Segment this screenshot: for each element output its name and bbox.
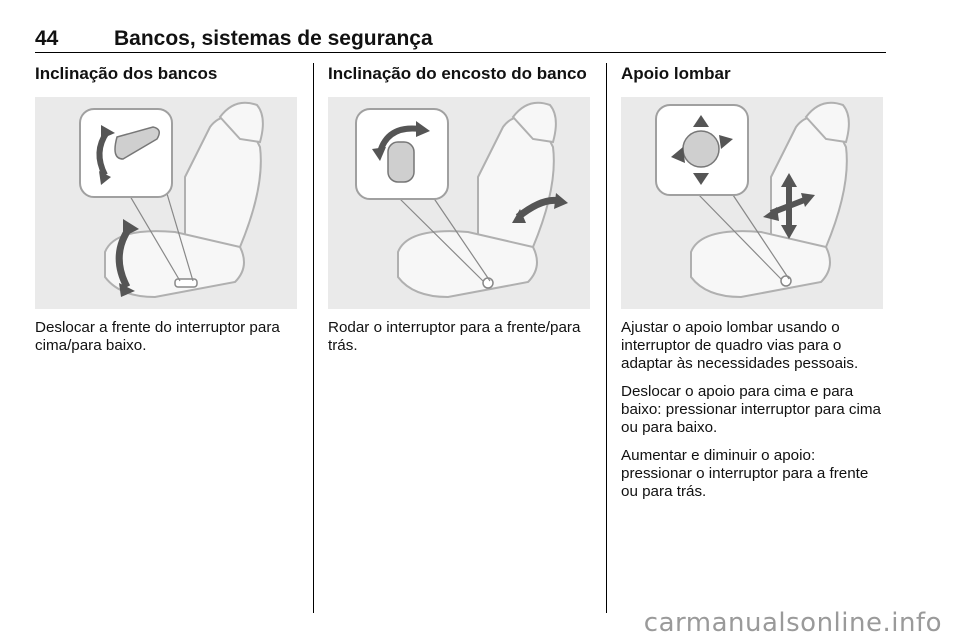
watermark: carmanualsonline.info [643, 608, 942, 638]
section-backrest-tilt [328, 63, 590, 354]
page-header [35, 27, 886, 53]
paragraph: Rodar o interruptor para a frente/para trás. [328, 319, 581, 354]
paragraph: Ajustar o apoio lombar usando o interruptor de quadro vias para o adaptar às necessidades pessoais. [621, 319, 859, 372]
paragraph: Aumentar e diminuir o apoio: pressionar o interruptor para a frente ou para trás. [621, 447, 869, 500]
section-title: Inclinação dos bancos [35, 64, 218, 83]
section-body [35, 319, 301, 365]
paragraph: Deslocar a frente do interruptor para cima/para baixo. [35, 319, 280, 354]
section-seat-tilt [35, 63, 297, 354]
paragraph: Deslocar o apoio para cima e para baixo: pressionar interruptor para cima ou para baixo. [621, 383, 881, 436]
section-body [328, 319, 594, 365]
column-divider [606, 63, 607, 613]
section-title: Inclinação do encosto do banco [328, 64, 587, 83]
header-rule [35, 52, 886, 53]
lumbar-support-illustration [621, 97, 883, 309]
section-body [621, 319, 887, 511]
seat-tilt-illustration [35, 97, 297, 309]
page-title: Bancos, sistemas de segurança [114, 27, 433, 50]
backrest-tilt-illustration [328, 97, 590, 309]
section-lumbar-support [621, 63, 883, 500]
column-divider [313, 63, 314, 613]
page-number: 44 [35, 27, 59, 50]
section-title: Apoio lombar [621, 64, 731, 83]
